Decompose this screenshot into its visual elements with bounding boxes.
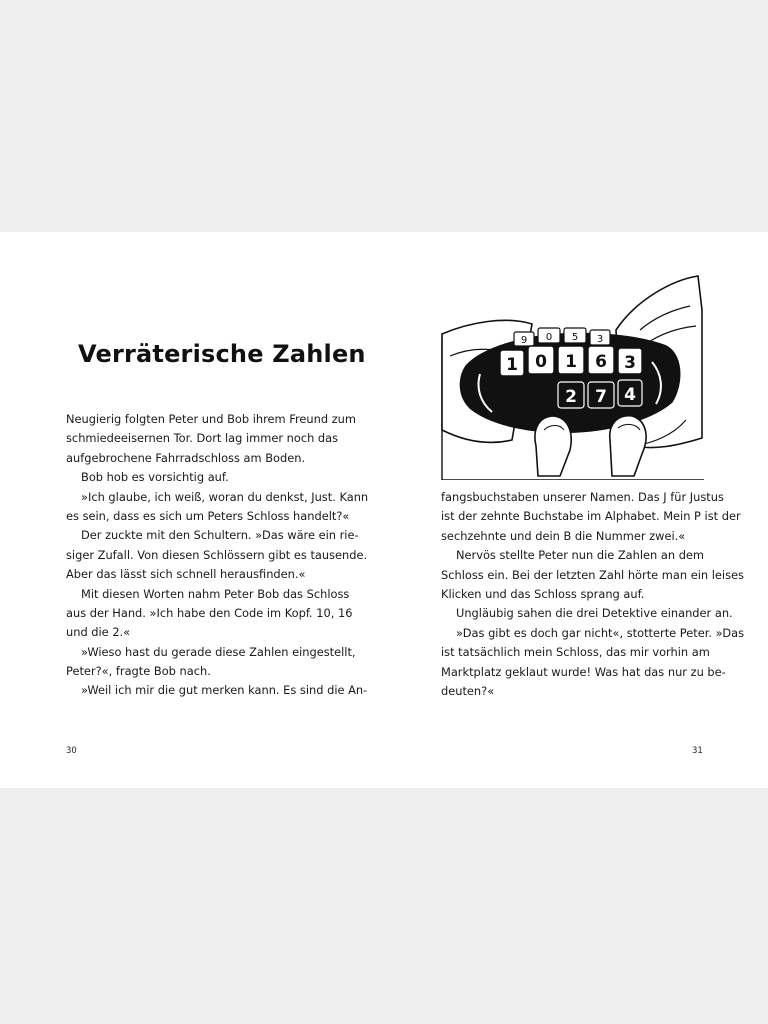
text-line: Marktplatz geklaut wurde! Was hat das nur zu be- (441, 664, 726, 679)
text-line: »Das gibt es doch gar nicht«, stotterte Peter. »Das (456, 625, 745, 640)
dial-digit: 4 (624, 385, 636, 405)
chapter-title: Verräterische Zahlen (78, 340, 366, 368)
left-page-text (66, 410, 369, 701)
text-line: Ungläubig sahen die drei Detektive einander an. (456, 606, 733, 621)
dial-digit: 0 (535, 352, 547, 372)
dial-digit: 0 (545, 332, 553, 343)
text-line: und die 2.« (66, 625, 131, 640)
book-spread (0, 232, 768, 788)
page-number-right: 31 (692, 746, 703, 756)
text-line: Klicken und das Schloss sprang auf. (441, 586, 645, 601)
text-line: siger Zufall. Von diesen Schlössern gibt es tausende. (66, 547, 368, 562)
dial-digit: 3 (624, 353, 636, 373)
text-line: fangsbuchstaben unserer Namen. Das J für Justus (441, 490, 724, 504)
text-line: sechzehnte und dein B die Nummer zwei.« (441, 528, 686, 543)
text-line: Bob hob es vorsichtig auf. (81, 470, 229, 485)
text-line: ist der zehnte Buchstabe im Alphabet. Mein P ist der (441, 509, 741, 524)
page-number-left: 30 (66, 746, 77, 756)
text-line: »Weil ich mir die gut merken kann. Es sind die An- (81, 683, 368, 698)
right-page-text (441, 488, 745, 701)
text-line: aufgebrochene Fahrradschloss am Boden. (66, 450, 306, 465)
dial-digit: 5 (571, 332, 579, 343)
combination-lock-illustration (440, 270, 704, 480)
text-line: Nervös stellte Peter nun die Zahlen an dem (456, 548, 705, 563)
dial-digit: 3 (596, 334, 604, 345)
text-line: Peter?«, fragte Bob nach. (66, 664, 211, 679)
dial-digit: 7 (595, 387, 607, 407)
dial-digit: 6 (595, 352, 607, 372)
text-line: Aber das lässt sich schnell herausfinden.« (66, 567, 306, 582)
text-line: »Ich glaube, ich weiß, woran du denkst, Just. Kann (81, 489, 369, 504)
text-line: »Wieso hast du gerade diese Zahlen eingestellt, (81, 644, 356, 659)
text-line: Neugierig folgten Peter und Bob ihrem Freund zum (66, 412, 356, 426)
dial-digit: 1 (506, 355, 518, 375)
dial-digit: 2 (565, 387, 577, 407)
text-line: schmiedeeisernen Tor. Dort lag immer noch das (66, 431, 339, 446)
dial-digit: 9 (520, 335, 528, 346)
text-line: Schloss ein. Bei der letzten Zahl hörte man ein leises (441, 567, 744, 582)
text-line: Der zuckte mit den Schultern. »Das wäre ein rie- (81, 528, 359, 543)
text-line: es sein, dass es sich um Peters Schloss handelt?« (66, 508, 350, 523)
text-line: deuten?« (441, 683, 495, 698)
dial-digit: 1 (565, 352, 577, 372)
text-line: aus der Hand. »Ich habe den Code im Kopf. 10, 16 (66, 605, 353, 620)
left-thumb-icon (535, 416, 571, 476)
text-line: ist tatsächlich mein Schloss, das mir vorhin am (441, 645, 710, 660)
text-line: Mit diesen Worten nahm Peter Bob das Schloss (81, 586, 350, 601)
